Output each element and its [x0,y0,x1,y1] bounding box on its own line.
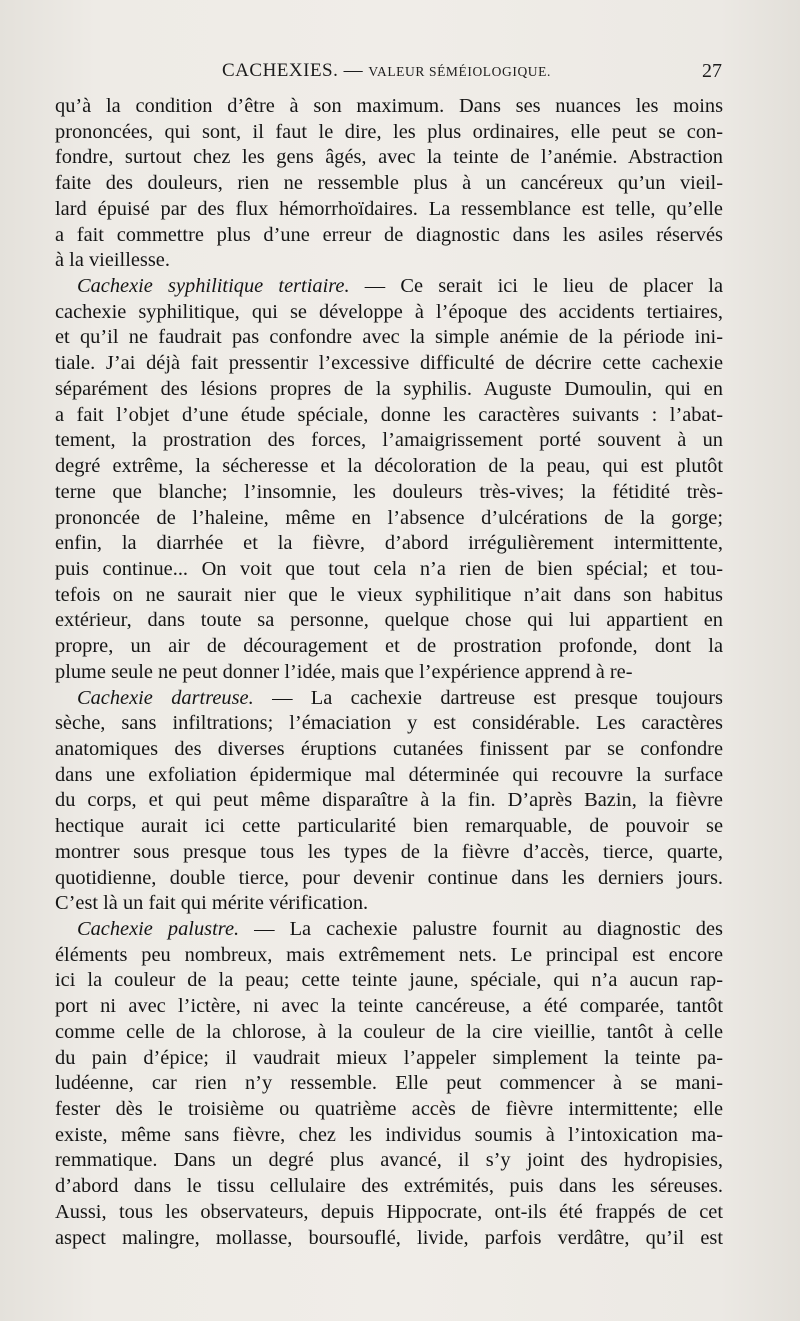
text-line: fondre, surtout chez les gens âgés, avec la teinte de l’anémie. Abstraction [55,146,723,169]
text-line: hectique aurait ici cette particularité bien remarquable, de pouvoir se [55,815,723,838]
body-text [55,94,723,1251]
title-main: CACHEXIES. [222,60,339,81]
text-line: ludéenne, car rien n’y ressemble. Elle peut commencer à se mani- [55,1072,723,1095]
text-line: du pain d’épice; il vaudrait mieux l’appeler simplement la teinte pa- [55,1046,723,1069]
paragraph-first-line [55,274,723,300]
text-line: comme celle de la chlorose, à la couleur de la cire vieillie, tantôt à celle [55,1020,723,1043]
text-line: puis continue... On voit que tout cela n’a rien de bien spécial; et tou- [55,557,723,580]
text-line: prononcées, qui sont, il faut le dire, les plus ordinaires, elle peut se con- [55,120,723,143]
text-line: du corps, et qui peut même disparaître à la fin. D’après Bazin, la fièvre [55,789,723,812]
text-line: enfin, la diarrhée et la fièvre, d’abord irrégulièrement intermittente, [55,532,723,555]
title-subtitle: VALEUR SÉMÉIOLOGIQUE. [368,64,551,79]
text-run: — Ce serait ici le lieu de placer la [349,275,723,298]
text-line: tement, la prostration des forces, l’amaigrissement porté souvent à un [55,429,723,452]
text-line: anatomiques des diverses éruptions cutanées finissent par se confondre [55,737,723,760]
section-heading: Cachexie palustre. [77,918,240,940]
text-line: quotidienne, double tierce, pour devenir continue dans les derniers jours. [55,866,723,889]
text-line: qu’à la condition d’être à son maximum. Dans ses nuances les moins [55,95,723,117]
text-line: tefois on ne saurait nier que le vieux syphilitique n’ait dans son habitus [55,583,723,606]
text-line: existe, même sans fièvre, chez les individus soumis à l’intoxication ma- [55,1123,723,1146]
page-number: 27 [702,60,722,82]
text-line: lard épuisé par des flux hémorrhoïdaires. La ressemblance est telle, qu’elle [55,197,723,220]
text-line: prononcée de l’haleine, même en l’absence d’ulcérations de la gorge; [55,506,723,529]
text-line: éléments peu nombreux, mais extrêmement nets. Le principal est encore [55,943,723,966]
running-title [222,60,551,82]
text-line: sèche, sans infiltrations; l’émaciation y est considérable. Les caractères [55,712,723,735]
text-line: et qu’il ne faudrait pas confondre avec la simple anémie de la période ini- [55,326,723,349]
text-line: tiale. J’ai déjà fait pressentir l’excessive difficulté de décrire cette cachexie [55,352,723,375]
text-line: terne que blanche; l’insomnie, les douleurs très-vives; la fétidité très- [55,480,723,503]
text-line: C’est là un fait qui mérite vérification. [55,892,369,915]
text-line: degré extrême, la sécheresse et la décoloration de la peau, qui est plutôt [55,455,723,478]
text-line: montrer sous presque tous les types de la fièvre d’accès, tierce, quarte, [55,840,723,863]
text-line: d’abord dans le tissu cellulaire des extrémités, puis dans les séreuses. [55,1175,723,1198]
paragraph-cachexie-dartreuse [55,686,723,917]
section-heading: Cachexie syphilitique tertiaire. [77,275,350,298]
text-line: a fait l’objet d’une étude spéciale, donne les caractères suivants : l’abat- [55,403,723,426]
text-line: propre, un air de découragement et de prostration profonde, dont la [55,635,723,658]
text-line: plume seule ne peut donner l’idée, mais que l’expérience apprend à re- [55,660,633,683]
paragraph-first-line [55,686,723,712]
paragraph-first-line [55,917,723,943]
section-heading: Cachexie dartreuse. [77,686,254,709]
text-line: séparément des lésions propres de la syphilis. Auguste Dumoulin, qui en [55,377,723,400]
text-line: remmatique. Dans un degré plus avancé, il s’y joint des hydropisies, [55,1149,723,1172]
paragraph-continuation [55,94,723,274]
text-line: Aussi, tous les observateurs, depuis Hippocrate, ont-ils été frappés de cet [55,1200,723,1223]
text-line: a fait commettre plus d’une erreur de diagnostic dans les asiles réservés [55,223,723,246]
text-line: fester dès le troisième ou quatrième accès de fièvre intermittente; elle [55,1098,723,1121]
running-header [55,58,722,86]
paragraph-cachexie-syphilitique [55,274,723,686]
text-line: extérieur, dans toute sa personne, quelque chose qui lui appartient en [55,609,723,632]
text-line: ici la couleur de la peau; cette teinte jaune, spéciale, qui n’a aucun rap- [55,969,723,992]
text-line: port ni avec l’ictère, ni avec la teinte cancéreuse, a été comparée, tantôt [55,995,723,1018]
text-line: aspect malingre, mollasse, boursouflé, livide, parfois verdâtre, qu’il est [55,1226,723,1249]
text-line: à la vieillesse. [55,249,170,272]
text-line: faite des douleurs, rien ne ressemble plus à un cancéreux qu’un vieil- [55,172,723,195]
text-line: cachexie syphilitique, qui se développe à l’époque des accidents tertiaires, [55,300,723,323]
text-run: — La cachexie palustre fournit au diagnostic des [239,918,723,940]
paragraph-cachexie-palustre [55,917,723,1251]
text-run: — La cachexie dartreuse est presque toujours [253,686,723,709]
title-dash: — [343,60,364,81]
text-line: dans une exfoliation épidermique mal déterminée qui recouvre la surface [55,763,723,786]
